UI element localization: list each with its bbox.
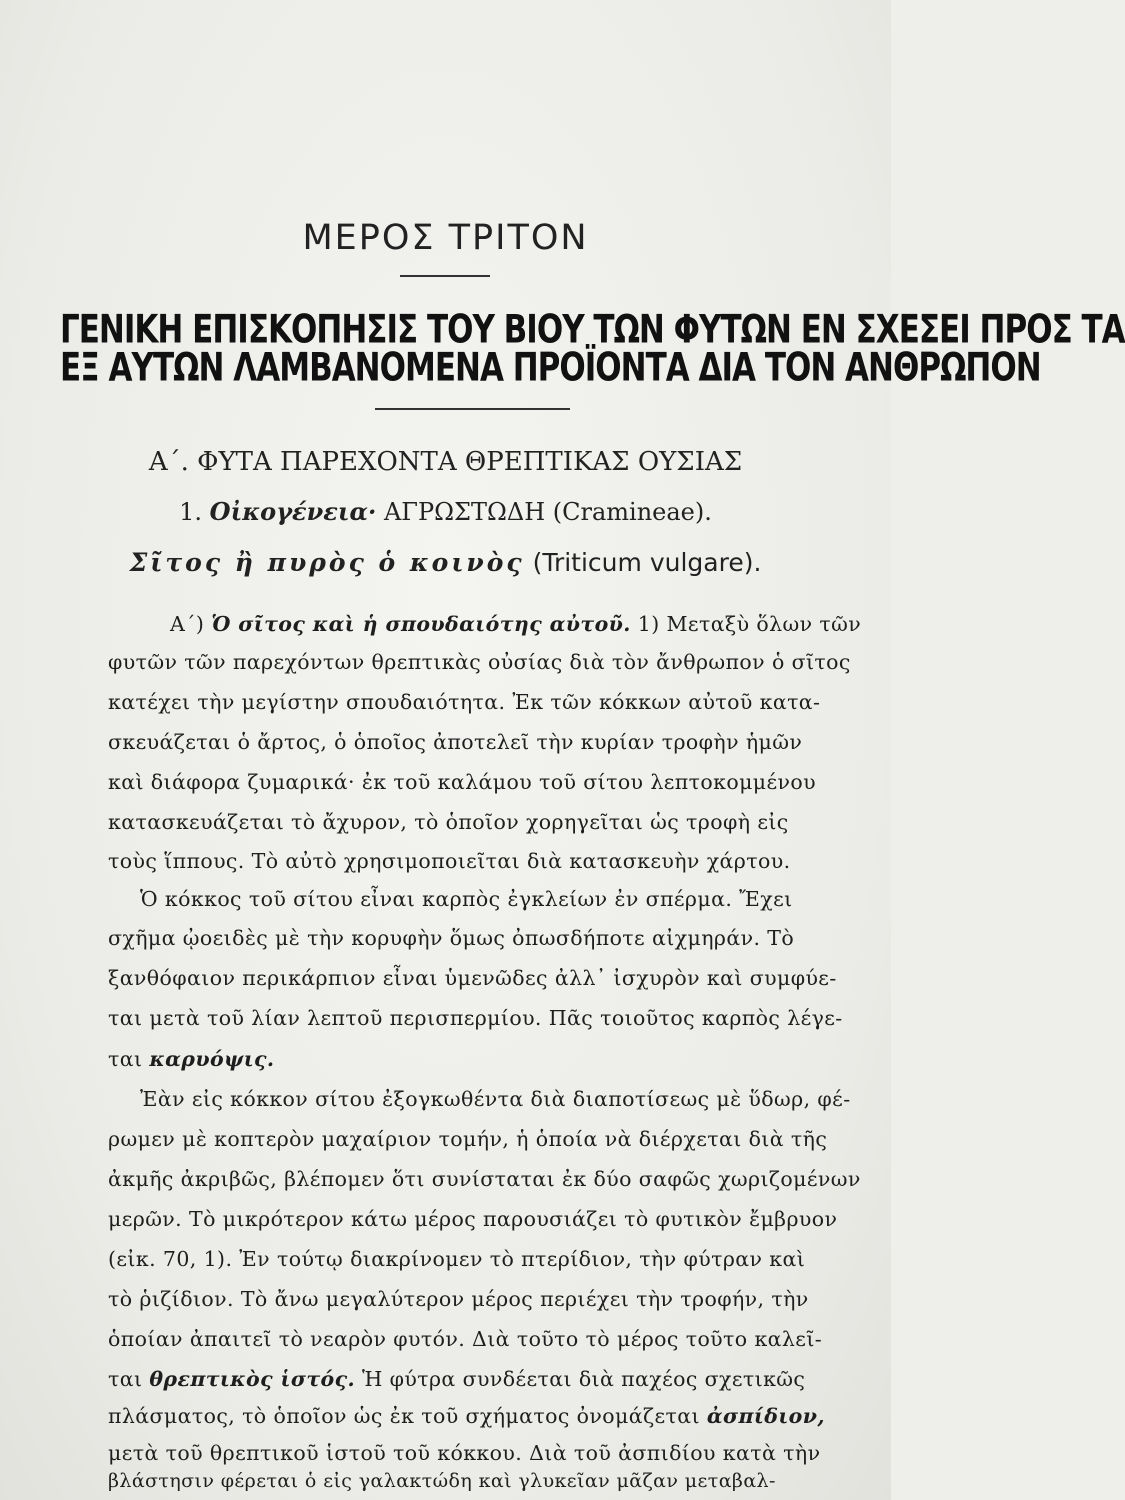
karyopsis-prefix: ται bbox=[108, 1047, 143, 1071]
karyopsis-term: καρυόψις. bbox=[149, 1047, 275, 1071]
family-name: ΑΓΡΩΣΤΩΔΗ (Cramineae). bbox=[383, 498, 712, 526]
heading-rule bbox=[375, 408, 570, 410]
text-line: ξανθόφαιον περικάρπιον εἶναι ὑμενῶδες ἀλλ᾿ ἰσχυρὸν καὶ συμφύε- bbox=[108, 966, 837, 990]
species-name: Σῖτος ἢ πυρὸς ὁ κοινὸς bbox=[129, 548, 525, 577]
text-line: κατέχει τὴν μεγίστην σπουδαιότητα. Ἐκ τῶν κόκκων αὐτοῦ κατα- bbox=[108, 690, 821, 714]
text-line: ἀκμῆς ἀκριβῶς, βλέπομεν ὅτι συνίσταται ἐκ δύο σαφῶς χωριζομένων bbox=[108, 1167, 861, 1191]
text-line: σχῆμα ᾠοειδὲς μὲ τὴν κορυφὴν ὅμως ὀπωσδήποτε αἰχμηράν. Τὸ bbox=[108, 926, 795, 950]
family-label: Οἰκογένεια· bbox=[209, 497, 377, 526]
lead-rest: 1) Μεταξὺ ὅλων τῶν bbox=[637, 612, 862, 636]
karyopsis-line bbox=[108, 1047, 878, 1071]
text-line: μερῶν. Τὸ μικρότερον κάτω μέρος παρουσιάζει τὸ φυτικὸν ἔμβρυον bbox=[108, 1207, 838, 1231]
main-heading-line-1: ΓΕΝΙΚΗ ΕΠΙΣΚΟΠΗΣΙΣ ΤΟΥ ΒΙΟΥ ΤΩΝ ΦΥΤΩΝ ΕΝ ΣΧΕΣΕΙ ΠΡΟΣ ΤΑ bbox=[60, 307, 1125, 353]
section-heading: Α΄. ΦΥΤΑ ΠΑΡΕΧΟΝΤΑ ΘΡΕΠΤΙΚΑΣ ΟΥΣΙΑΣ bbox=[148, 447, 743, 477]
text-line: (εἰκ. 70, 1). Ἐν τούτῳ διακρίνομεν τὸ πτερίδιον, τὴν φύτραν καὶ bbox=[108, 1247, 806, 1271]
text-line: ρωμεν μὲ κοπτερὸν μαχαίριον τομήν, ἡ ὁποία νὰ διέρχεται διὰ τῆς bbox=[108, 1127, 828, 1151]
text-line: Ὁ κόκκος τοῦ σίτου εἶναι καρπὸς ἐγκλείων ἐν σπέρμα. Ἔχει bbox=[140, 887, 793, 911]
species-latin: (Triticum vulgare). bbox=[532, 548, 762, 577]
title-rule bbox=[400, 275, 490, 277]
text-line: κατασκευάζεται τὸ ἄχυρον, τὸ ὁποῖον χορηγεῖται ὡς τροφὴ εἰς bbox=[108, 810, 789, 834]
text-line: μετὰ τοῦ θρεπτικοῦ ἱστοῦ τοῦ κόκκου. Διὰ τοῦ ἀσπιδίου κατὰ τὴν bbox=[108, 1441, 821, 1465]
threptikos-term: θρεπτικὸς ἱστός. bbox=[149, 1367, 356, 1391]
text-line: καὶ διάφορα ζυμαρικά· ἐκ τοῦ καλάμου τοῦ σίτου λεπτοκομμένου bbox=[108, 770, 816, 794]
aspidion-line bbox=[108, 1404, 878, 1428]
part-title: ΜΕΡΟΣ ΤΡΙΤΟΝ bbox=[302, 218, 589, 258]
threptikos-rest: Ἡ φύτρα συνδέεται διὰ παχέος σχετικῶς bbox=[361, 1367, 806, 1391]
text-line: Ἐὰν εἰς κόκκον σίτου ἐξογκωθέντα διὰ διαποτίσεως μὲ ὕδωρ, φέ- bbox=[140, 1087, 851, 1111]
text-line: τὸ ῥιζίδιον. Τὸ ἄνω μεγαλύτερον μέρος περιέχει τὴν τροφήν, τὴν bbox=[108, 1287, 809, 1311]
text-line: βλάστησιν φέρεται ὁ εἰς γαλακτώδη καὶ γλυκεῖαν μᾶζαν μεταβαλ- bbox=[108, 1470, 776, 1492]
text-line: ται μετὰ τοῦ λίαν λεπτοῦ περισπερμίου. Πᾶς τοιοῦτος καρπὸς λέγε- bbox=[108, 1006, 843, 1030]
text-line: τοὺς ἵππους. Τὸ αὐτὸ χρησιμοποιεῖται διὰ κατασκευὴν χάρτου. bbox=[108, 849, 791, 873]
text-line: σκευάζεται ὁ ἄρτος, ὁ ὁποῖος ἀποτελεῖ τὴν κυρίαν τροφὴν ἡμῶν bbox=[108, 730, 803, 754]
family-number: 1. bbox=[179, 498, 203, 526]
threptikos-prefix: ται bbox=[108, 1367, 143, 1391]
lead-italic: Ὁ σῖτος καὶ ἡ σπουδαιότης αὐτοῦ. bbox=[211, 612, 631, 636]
species-heading bbox=[0, 548, 891, 577]
family-heading bbox=[0, 497, 891, 526]
threptikos-line bbox=[108, 1367, 878, 1391]
text-line: φυτῶν τῶν παρεχόντων θρεπτικὰς οὐσίας διὰ τὸν ἄνθρωπον ὁ σῖτος bbox=[108, 650, 851, 674]
paragraph-lead bbox=[170, 612, 880, 636]
text-line: ὁποίαν ἀπαιτεῖ τὸ νεαρὸν φυτόν. Διὰ τοῦτο τὸ μέρος τοῦτο καλεῖ- bbox=[108, 1327, 823, 1351]
lead-number: Α΄) bbox=[170, 612, 205, 636]
main-heading-line-2: ΕΞ ΑΥΤΩΝ ΛΑΜΒΑΝΟΜΕΝΑ ΠΡΟΪΟΝΤΑ ΔΙΑ ΤΟΝ ΑΝΘΡΩΠΟΝ bbox=[60, 345, 1041, 391]
aspidion-prefix: πλάσματος, τὸ ὁποῖον ὡς ἐκ τοῦ σχήματος ὀνομάζεται bbox=[108, 1404, 700, 1428]
aspidion-term: ἀσπίδιον, bbox=[706, 1404, 825, 1428]
